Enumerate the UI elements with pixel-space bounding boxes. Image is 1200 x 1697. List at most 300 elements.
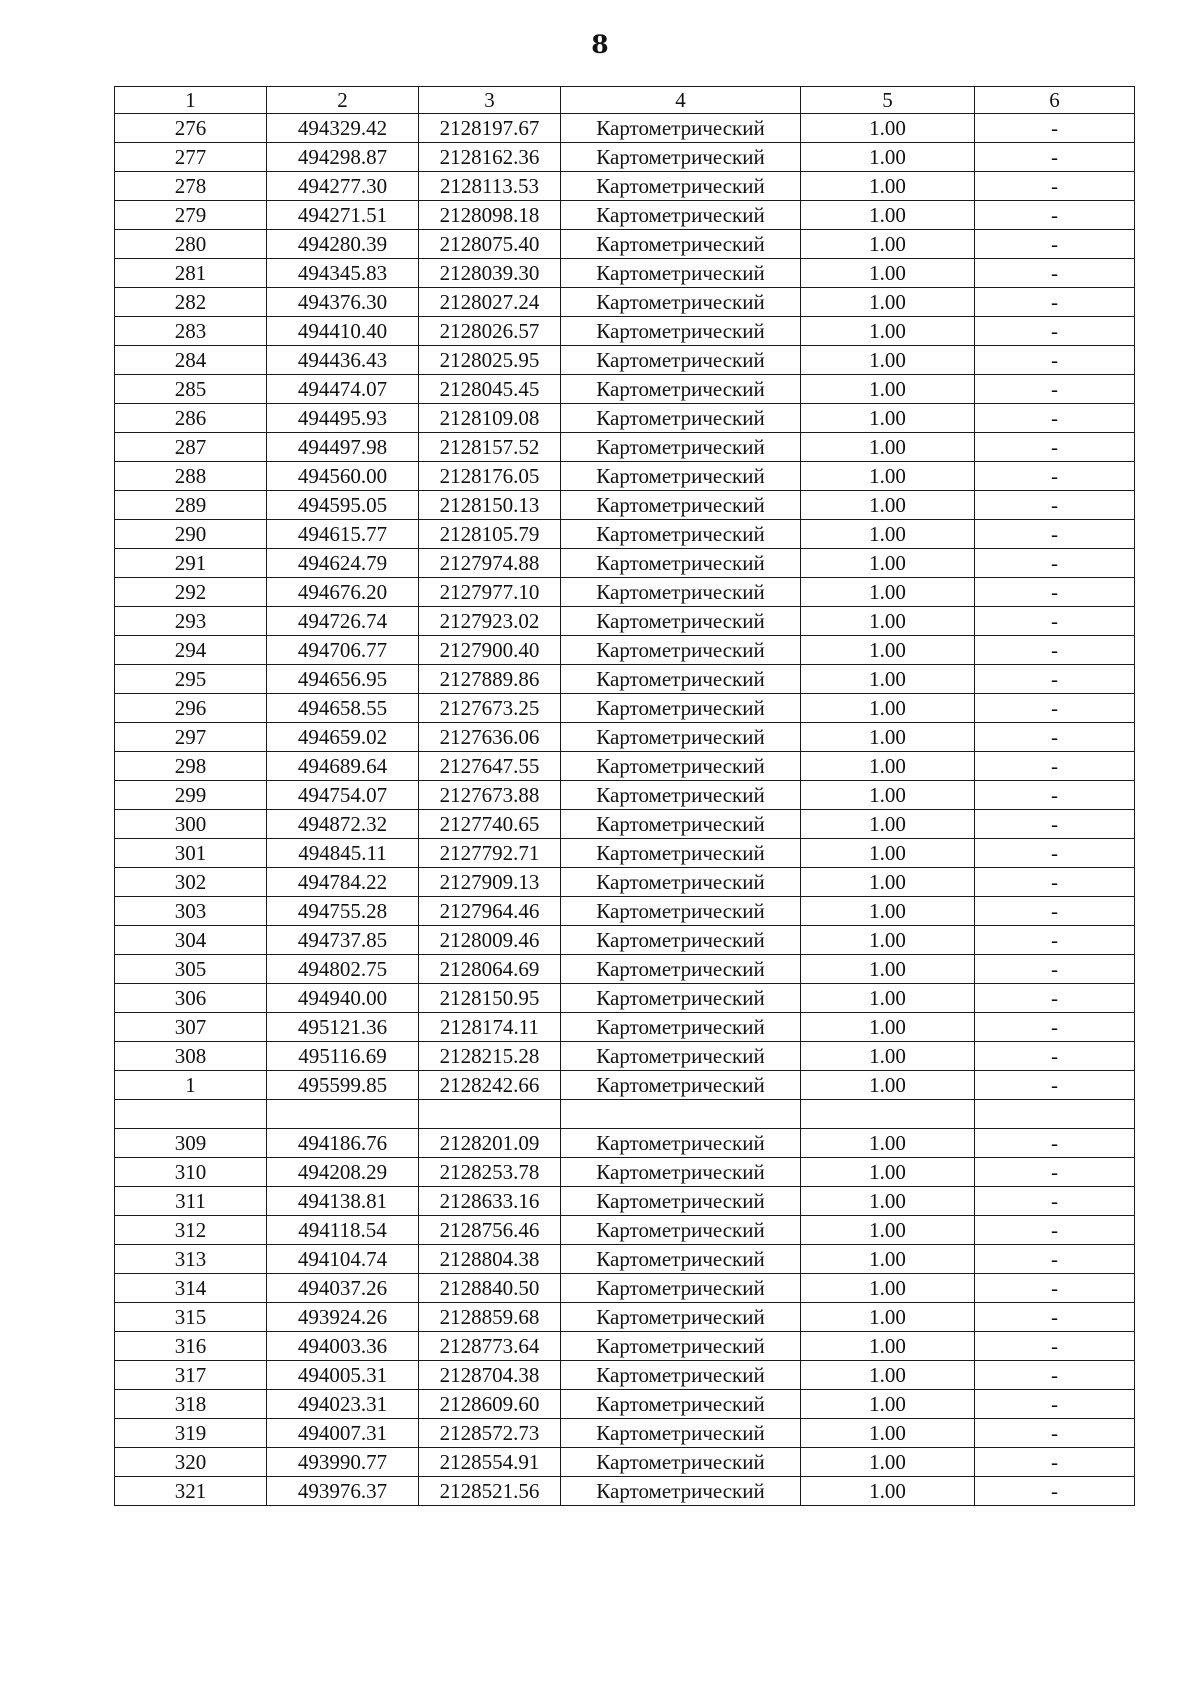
note-cell: - [975, 1332, 1135, 1361]
y-coordinate-cell: 2127964.46 [419, 897, 561, 926]
table-row [115, 520, 1135, 549]
method-cell: Картометрический [561, 868, 801, 897]
point-number-cell: 284 [115, 346, 267, 375]
point-number-cell: 300 [115, 810, 267, 839]
table-row [115, 433, 1135, 462]
method-cell: Картометрический [561, 201, 801, 230]
x-coordinate-cell [267, 1100, 419, 1129]
note-cell: - [975, 317, 1135, 346]
header-cell: 5 [801, 87, 975, 114]
point-number-cell: 278 [115, 172, 267, 201]
method-cell: Картометрический [561, 926, 801, 955]
method-cell: Картометрический [561, 752, 801, 781]
accuracy-cell: 1.00 [801, 1071, 975, 1100]
method-cell: Картометрический [561, 317, 801, 346]
note-cell: - [975, 1419, 1135, 1448]
point-number-cell: 279 [115, 201, 267, 230]
x-coordinate-cell: 494208.29 [267, 1158, 419, 1187]
note-cell: - [975, 259, 1135, 288]
table-row [115, 1419, 1135, 1448]
y-coordinate-cell: 2128633.16 [419, 1187, 561, 1216]
point-number-cell: 292 [115, 578, 267, 607]
x-coordinate-cell: 494845.11 [267, 839, 419, 868]
x-coordinate-cell: 494560.00 [267, 462, 419, 491]
accuracy-cell: 1.00 [801, 723, 975, 752]
note-cell: - [975, 1187, 1135, 1216]
note-cell: - [975, 1042, 1135, 1071]
x-coordinate-cell: 494005.31 [267, 1361, 419, 1390]
table-row [115, 1390, 1135, 1419]
point-number-cell: 295 [115, 665, 267, 694]
y-coordinate-cell: 2128027.24 [419, 288, 561, 317]
point-number-cell: 276 [115, 114, 267, 143]
y-coordinate-cell: 2128109.08 [419, 404, 561, 433]
accuracy-cell: 1.00 [801, 1158, 975, 1187]
table-row [115, 317, 1135, 346]
x-coordinate-cell: 494595.05 [267, 491, 419, 520]
accuracy-cell: 1.00 [801, 1216, 975, 1245]
header-cell: 6 [975, 87, 1135, 114]
method-cell: Картометрический [561, 462, 801, 491]
y-coordinate-cell: 2128609.60 [419, 1390, 561, 1419]
y-coordinate-cell [419, 1100, 561, 1129]
y-coordinate-cell: 2127792.71 [419, 839, 561, 868]
note-cell: - [975, 984, 1135, 1013]
table-row [115, 1216, 1135, 1245]
accuracy-cell: 1.00 [801, 520, 975, 549]
point-number-cell: 288 [115, 462, 267, 491]
point-number-cell: 1 [115, 1071, 267, 1100]
accuracy-cell: 1.00 [801, 926, 975, 955]
note-cell: - [975, 665, 1135, 694]
accuracy-cell: 1.00 [801, 1477, 975, 1506]
method-cell: Картометрический [561, 1158, 801, 1187]
accuracy-cell: 1.00 [801, 1013, 975, 1042]
header-cell: 4 [561, 87, 801, 114]
table-row [115, 172, 1135, 201]
y-coordinate-cell: 2128773.64 [419, 1332, 561, 1361]
table-row [115, 1245, 1135, 1274]
point-number-cell: 307 [115, 1013, 267, 1042]
method-cell: Картометрический [561, 839, 801, 868]
table-row [115, 1129, 1135, 1158]
note-cell: - [975, 578, 1135, 607]
y-coordinate-cell: 2128572.73 [419, 1419, 561, 1448]
table-row [115, 868, 1135, 897]
method-cell: Картометрический [561, 491, 801, 520]
table-row [115, 636, 1135, 665]
x-coordinate-cell: 494784.22 [267, 868, 419, 897]
note-cell: - [975, 1477, 1135, 1506]
y-coordinate-cell: 2127977.10 [419, 578, 561, 607]
point-number-cell: 305 [115, 955, 267, 984]
method-cell: Картометрический [561, 636, 801, 665]
accuracy-cell: 1.00 [801, 1042, 975, 1071]
accuracy-cell: 1.00 [801, 375, 975, 404]
method-cell: Картометрический [561, 1390, 801, 1419]
x-coordinate-cell: 494280.39 [267, 230, 419, 259]
point-number-cell: 304 [115, 926, 267, 955]
x-coordinate-cell: 494676.20 [267, 578, 419, 607]
point-number-cell: 298 [115, 752, 267, 781]
point-number-cell: 313 [115, 1245, 267, 1274]
method-cell: Картометрический [561, 230, 801, 259]
table-row [115, 1274, 1135, 1303]
table-row [115, 781, 1135, 810]
y-coordinate-cell: 2128105.79 [419, 520, 561, 549]
accuracy-cell: 1.00 [801, 868, 975, 897]
point-number-cell: 317 [115, 1361, 267, 1390]
y-coordinate-cell: 2128215.28 [419, 1042, 561, 1071]
x-coordinate-cell: 494802.75 [267, 955, 419, 984]
table-row [115, 201, 1135, 230]
y-coordinate-cell: 2127647.55 [419, 752, 561, 781]
point-number-cell: 299 [115, 781, 267, 810]
accuracy-cell: 1.00 [801, 491, 975, 520]
x-coordinate-cell: 494277.30 [267, 172, 419, 201]
accuracy-cell: 1.00 [801, 578, 975, 607]
y-coordinate-cell: 2128113.53 [419, 172, 561, 201]
point-number-cell: 308 [115, 1042, 267, 1071]
table-row [115, 288, 1135, 317]
method-cell: Картометрический [561, 897, 801, 926]
point-number-cell: 302 [115, 868, 267, 897]
note-cell [975, 1100, 1135, 1129]
x-coordinate-cell: 494436.43 [267, 346, 419, 375]
coordinates-table [114, 86, 1135, 1506]
table-row [115, 1303, 1135, 1332]
accuracy-cell: 1.00 [801, 1274, 975, 1303]
accuracy-cell: 1.00 [801, 752, 975, 781]
method-cell: Картометрический [561, 549, 801, 578]
method-cell: Картометрический [561, 810, 801, 839]
accuracy-cell: 1.00 [801, 781, 975, 810]
point-number-cell [115, 1100, 267, 1129]
x-coordinate-cell: 494104.74 [267, 1245, 419, 1274]
point-number-cell: 321 [115, 1477, 267, 1506]
x-coordinate-cell: 494003.36 [267, 1332, 419, 1361]
note-cell: - [975, 636, 1135, 665]
note-cell: - [975, 868, 1135, 897]
point-number-cell: 316 [115, 1332, 267, 1361]
x-coordinate-cell: 494755.28 [267, 897, 419, 926]
accuracy-cell: 1.00 [801, 665, 975, 694]
method-cell: Картометрический [561, 1274, 801, 1303]
x-coordinate-cell: 494474.07 [267, 375, 419, 404]
y-coordinate-cell: 2128157.52 [419, 433, 561, 462]
point-number-cell: 314 [115, 1274, 267, 1303]
table-row [115, 230, 1135, 259]
x-coordinate-cell: 494329.42 [267, 114, 419, 143]
accuracy-cell: 1.00 [801, 346, 975, 375]
note-cell: - [975, 1274, 1135, 1303]
point-number-cell: 280 [115, 230, 267, 259]
table-row [115, 578, 1135, 607]
table-row [115, 926, 1135, 955]
method-cell: Картометрический [561, 404, 801, 433]
point-number-cell: 318 [115, 1390, 267, 1419]
note-cell: - [975, 897, 1135, 926]
x-coordinate-cell: 493924.26 [267, 1303, 419, 1332]
accuracy-cell: 1.00 [801, 114, 975, 143]
x-coordinate-cell: 494495.93 [267, 404, 419, 433]
accuracy-cell: 1.00 [801, 897, 975, 926]
table-row [115, 404, 1135, 433]
point-number-cell: 290 [115, 520, 267, 549]
y-coordinate-cell: 2128150.13 [419, 491, 561, 520]
accuracy-cell: 1.00 [801, 1361, 975, 1390]
x-coordinate-cell: 494186.76 [267, 1129, 419, 1158]
accuracy-cell: 1.00 [801, 259, 975, 288]
table-row [115, 810, 1135, 839]
accuracy-cell: 1.00 [801, 1187, 975, 1216]
table-row [115, 607, 1135, 636]
point-number-cell: 281 [115, 259, 267, 288]
x-coordinate-cell: 494615.77 [267, 520, 419, 549]
point-number-cell: 277 [115, 143, 267, 172]
table-row [115, 665, 1135, 694]
accuracy-cell: 1.00 [801, 984, 975, 1013]
y-coordinate-cell: 2128150.95 [419, 984, 561, 1013]
table-row [115, 1361, 1135, 1390]
accuracy-cell: 1.00 [801, 607, 975, 636]
point-number-cell: 311 [115, 1187, 267, 1216]
y-coordinate-cell: 2128554.91 [419, 1448, 561, 1477]
note-cell: - [975, 694, 1135, 723]
y-coordinate-cell: 2128756.46 [419, 1216, 561, 1245]
x-coordinate-cell: 494658.55 [267, 694, 419, 723]
table-row [115, 1042, 1135, 1071]
method-cell: Картометрический [561, 665, 801, 694]
method-cell: Картометрический [561, 1477, 801, 1506]
x-coordinate-cell: 494940.00 [267, 984, 419, 1013]
method-cell: Картометрический [561, 433, 801, 462]
table-row [115, 984, 1135, 1013]
note-cell: - [975, 346, 1135, 375]
method-cell: Картометрический [561, 1448, 801, 1477]
method-cell: Картометрический [561, 114, 801, 143]
y-coordinate-cell: 2128045.45 [419, 375, 561, 404]
y-coordinate-cell: 2127673.88 [419, 781, 561, 810]
note-cell: - [975, 230, 1135, 259]
note-cell: - [975, 781, 1135, 810]
x-coordinate-cell: 494656.95 [267, 665, 419, 694]
table-row [115, 462, 1135, 491]
y-coordinate-cell: 2127923.02 [419, 607, 561, 636]
point-number-cell: 294 [115, 636, 267, 665]
point-number-cell: 310 [115, 1158, 267, 1187]
accuracy-cell: 1.00 [801, 201, 975, 230]
table-row [115, 1158, 1135, 1187]
note-cell: - [975, 1303, 1135, 1332]
x-coordinate-cell: 494624.79 [267, 549, 419, 578]
method-cell: Картометрический [561, 1013, 801, 1042]
note-cell: - [975, 549, 1135, 578]
table-row [115, 259, 1135, 288]
method-cell: Картометрический [561, 1303, 801, 1332]
y-coordinate-cell: 2128064.69 [419, 955, 561, 984]
method-cell: Картометрический [561, 288, 801, 317]
y-coordinate-cell: 2128025.95 [419, 346, 561, 375]
method-cell: Картометрический [561, 955, 801, 984]
method-cell: Картометрический [561, 1042, 801, 1071]
point-number-cell: 301 [115, 839, 267, 868]
x-coordinate-cell: 495599.85 [267, 1071, 419, 1100]
y-coordinate-cell: 2128039.30 [419, 259, 561, 288]
table-row [115, 1071, 1135, 1100]
table-row [115, 1013, 1135, 1042]
y-coordinate-cell: 2127636.06 [419, 723, 561, 752]
accuracy-cell: 1.00 [801, 1303, 975, 1332]
accuracy-cell: 1.00 [801, 694, 975, 723]
accuracy-cell: 1.00 [801, 462, 975, 491]
y-coordinate-cell: 2127889.86 [419, 665, 561, 694]
note-cell: - [975, 375, 1135, 404]
accuracy-cell: 1.00 [801, 1129, 975, 1158]
note-cell: - [975, 462, 1135, 491]
header-cell: 1 [115, 87, 267, 114]
accuracy-cell: 1.00 [801, 143, 975, 172]
note-cell: - [975, 839, 1135, 868]
point-number-cell: 289 [115, 491, 267, 520]
note-cell: - [975, 114, 1135, 143]
x-coordinate-cell: 494659.02 [267, 723, 419, 752]
x-coordinate-cell: 493990.77 [267, 1448, 419, 1477]
method-cell: Картометрический [561, 1419, 801, 1448]
method-cell: Картометрический [561, 1187, 801, 1216]
note-cell: - [975, 1216, 1135, 1245]
table-row [115, 897, 1135, 926]
y-coordinate-cell: 2128253.78 [419, 1158, 561, 1187]
header-cell: 3 [419, 87, 561, 114]
method-cell: Картометрический [561, 1361, 801, 1390]
x-coordinate-cell: 494023.31 [267, 1390, 419, 1419]
method-cell: Картометрический [561, 172, 801, 201]
table-row [115, 375, 1135, 404]
y-coordinate-cell: 2127740.65 [419, 810, 561, 839]
x-coordinate-cell: 494037.26 [267, 1274, 419, 1303]
method-cell: Картометрический [561, 1245, 801, 1274]
x-coordinate-cell: 494118.54 [267, 1216, 419, 1245]
note-cell: - [975, 1013, 1135, 1042]
method-cell: Картометрический [561, 694, 801, 723]
y-coordinate-cell: 2127974.88 [419, 549, 561, 578]
table-row [115, 1448, 1135, 1477]
accuracy-cell: 1.00 [801, 1448, 975, 1477]
x-coordinate-cell: 494376.30 [267, 288, 419, 317]
method-cell: Картометрический [561, 1216, 801, 1245]
y-coordinate-cell: 2128704.38 [419, 1361, 561, 1390]
table-row [115, 694, 1135, 723]
accuracy-cell: 1.00 [801, 636, 975, 665]
method-cell: Картометрический [561, 1332, 801, 1361]
y-coordinate-cell: 2127673.25 [419, 694, 561, 723]
note-cell: - [975, 1129, 1135, 1158]
table-row [115, 114, 1135, 143]
point-number-cell: 296 [115, 694, 267, 723]
point-number-cell: 320 [115, 1448, 267, 1477]
accuracy-cell [801, 1100, 975, 1129]
note-cell: - [975, 723, 1135, 752]
y-coordinate-cell: 2128075.40 [419, 230, 561, 259]
table-body [115, 87, 1135, 1506]
note-cell: - [975, 172, 1135, 201]
note-cell: - [975, 201, 1135, 230]
table-row [115, 491, 1135, 520]
point-number-cell: 291 [115, 549, 267, 578]
note-cell: - [975, 404, 1135, 433]
y-coordinate-cell: 2127909.13 [419, 868, 561, 897]
point-number-cell: 282 [115, 288, 267, 317]
y-coordinate-cell: 2128840.50 [419, 1274, 561, 1303]
method-cell: Картометрический [561, 723, 801, 752]
note-cell: - [975, 1245, 1135, 1274]
point-number-cell: 306 [115, 984, 267, 1013]
note-cell: - [975, 491, 1135, 520]
y-coordinate-cell: 2128176.05 [419, 462, 561, 491]
table-header-row [115, 87, 1135, 114]
note-cell: - [975, 955, 1135, 984]
method-cell: Картометрический [561, 1129, 801, 1158]
note-cell: - [975, 143, 1135, 172]
accuracy-cell: 1.00 [801, 839, 975, 868]
note-cell: - [975, 433, 1135, 462]
method-cell: Картометрический [561, 984, 801, 1013]
table-row [115, 839, 1135, 868]
point-number-cell: 315 [115, 1303, 267, 1332]
point-number-cell: 285 [115, 375, 267, 404]
method-cell: Картометрический [561, 578, 801, 607]
accuracy-cell: 1.00 [801, 549, 975, 578]
page-number: 8 [591, 30, 609, 59]
y-coordinate-cell: 2128174.11 [419, 1013, 561, 1042]
header-cell: 2 [267, 87, 419, 114]
method-cell [561, 1100, 801, 1129]
x-coordinate-cell: 494497.98 [267, 433, 419, 462]
accuracy-cell: 1.00 [801, 1332, 975, 1361]
y-coordinate-cell: 2128026.57 [419, 317, 561, 346]
x-coordinate-cell: 494007.31 [267, 1419, 419, 1448]
table-row [115, 1477, 1135, 1506]
method-cell: Картометрический [561, 1071, 801, 1100]
table-row [115, 1187, 1135, 1216]
note-cell: - [975, 1390, 1135, 1419]
x-coordinate-cell: 494706.77 [267, 636, 419, 665]
x-coordinate-cell: 495121.36 [267, 1013, 419, 1042]
x-coordinate-cell: 494872.32 [267, 810, 419, 839]
x-coordinate-cell: 494298.87 [267, 143, 419, 172]
accuracy-cell: 1.00 [801, 810, 975, 839]
x-coordinate-cell: 494410.40 [267, 317, 419, 346]
table-row [115, 1332, 1135, 1361]
point-number-cell: 309 [115, 1129, 267, 1158]
x-coordinate-cell: 494271.51 [267, 201, 419, 230]
method-cell: Картометрический [561, 346, 801, 375]
method-cell: Картометрический [561, 375, 801, 404]
y-coordinate-cell: 2128098.18 [419, 201, 561, 230]
x-coordinate-cell: 494138.81 [267, 1187, 419, 1216]
y-coordinate-cell: 2128859.68 [419, 1303, 561, 1332]
x-coordinate-cell: 494689.64 [267, 752, 419, 781]
point-number-cell: 293 [115, 607, 267, 636]
accuracy-cell: 1.00 [801, 404, 975, 433]
y-coordinate-cell: 2128242.66 [419, 1071, 561, 1100]
y-coordinate-cell: 2128521.56 [419, 1477, 561, 1506]
method-cell: Картометрический [561, 259, 801, 288]
table-row [115, 346, 1135, 375]
table-row [115, 549, 1135, 578]
accuracy-cell: 1.00 [801, 955, 975, 984]
